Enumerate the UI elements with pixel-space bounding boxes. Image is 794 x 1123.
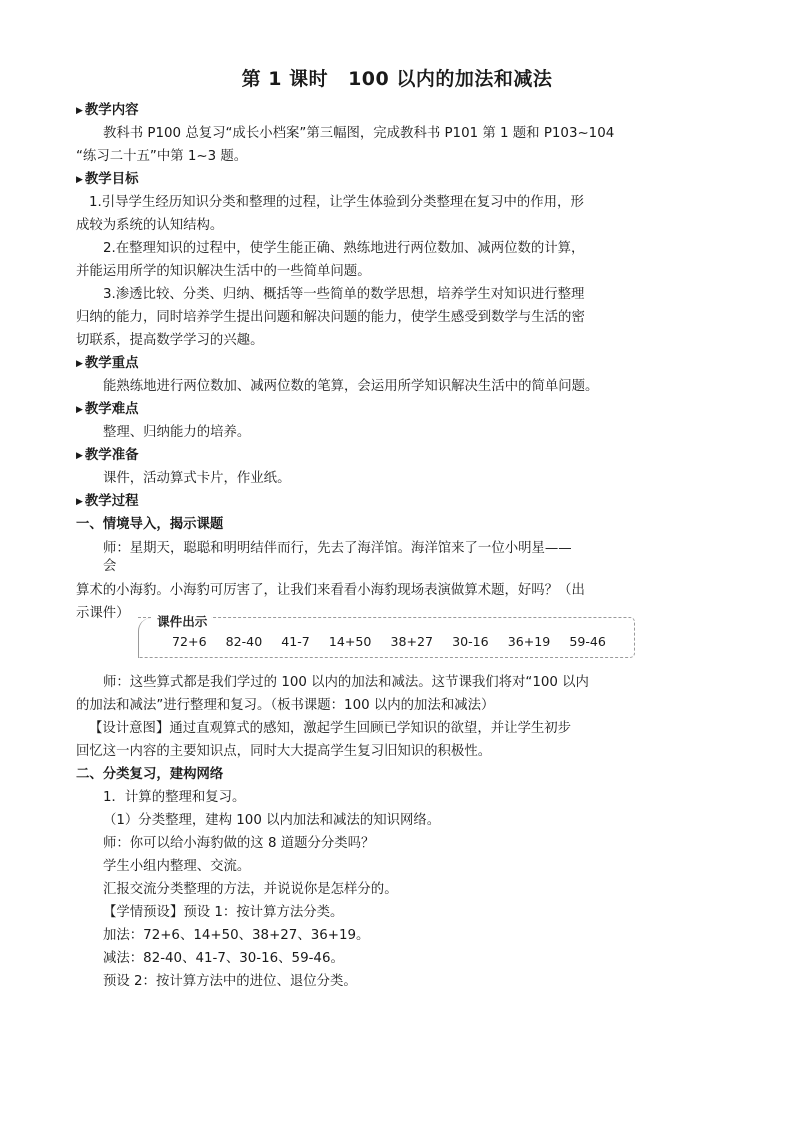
heading-preparation: ▶ 教学准备 xyxy=(76,448,139,463)
lesson-number: 第 1 课时 xyxy=(241,68,329,90)
goal-2-line-2: 并能运用所学的知识解决生活中的一些简单问题。 xyxy=(76,264,371,279)
part-1-heading: 一、情境导入，揭示课题 xyxy=(76,517,224,532)
design-intent-line-2: 回忆这一内容的主要知识点，同时大大提高学生复习旧知识的积极性。 xyxy=(76,744,492,759)
formula: 59-46 xyxy=(569,634,606,649)
goal-1-line-2: 成较为系统的认知结构。 xyxy=(76,218,224,233)
heading-process: ▶ 教学过程 xyxy=(76,494,139,509)
part-2-heading: 二、分类复习，建构网络 xyxy=(76,767,224,782)
formula: 82-40 xyxy=(225,634,263,649)
lesson-topic: 100 以内的加法和减法 xyxy=(348,68,553,90)
formula: 30-16 xyxy=(452,634,489,649)
heading-difficulties: ▶ 教学难点 xyxy=(76,402,139,417)
formula: 38+27 xyxy=(390,634,434,649)
heading-content: ▶ 教学内容 xyxy=(76,103,139,118)
formula: 72+6 xyxy=(172,634,207,649)
content-line-2: “练习二十五”中第 1~3 题。 xyxy=(76,149,248,164)
formula: 14+50 xyxy=(328,634,372,649)
formula: 41-7 xyxy=(281,634,310,649)
goal-1-line-1: 1.引导学生经历知识分类和整理的过程，让学生体验到分类整理在复习中的作用，形 xyxy=(89,195,584,210)
content-line-1: 教科书 P100 总复习“成长小档案”第三幅图，完成教科书 P101 第 1 题和 P103~104 xyxy=(103,126,615,141)
heading-key-points: ▶ 教学重点 xyxy=(76,356,139,371)
courseware-tag: 课件出示 xyxy=(153,611,211,630)
step-5-line: 汇报交流分类整理的方法，并说说你是怎样分的。 xyxy=(103,882,398,897)
goal-2-line-1: 2.在整理知识的过程中，使学生能正确、熟练地进行两位数加、减两位数的计算， xyxy=(103,241,585,256)
step-8-line: 减法：82-40、41-7、30-16、59-46。 xyxy=(103,951,344,966)
courseware-formulas xyxy=(172,634,621,649)
step-4-line: 学生小组内整理、交流。 xyxy=(103,859,251,874)
dialogue-1-line-1: 师：星期天，聪聪和明明结伴而行，先去了海洋馆。海洋馆来了一位小明星—— xyxy=(103,541,572,556)
design-intent-line-1: 【设计意图】通过直观算式的感知，激起学生回顾已学知识的欲望，并让学生初步 xyxy=(89,721,572,736)
courseware-box xyxy=(138,614,635,658)
heading-goals: ▶ 教学目标 xyxy=(76,172,139,187)
formula: 36+19 xyxy=(507,634,551,649)
step-2-line: （1）分类整理，建构 100 以内加法和减法的知识网络。 xyxy=(103,813,441,828)
difficulties-line: 整理、归纳能力的培养。 xyxy=(103,425,251,440)
courseware-box-corner xyxy=(138,618,151,658)
bullet-arrow-icon: ▶ xyxy=(76,497,83,507)
bullet-arrow-icon: ▶ xyxy=(76,175,83,185)
bullet-arrow-icon: ▶ xyxy=(76,106,83,116)
goal-3-line-1: 3.渗透比较、分类、归纳、概括等一些简单的数学思想，培养学生对知识进行整理 xyxy=(103,287,585,302)
goal-3-line-3: 切联系，提高数学学习的兴趣。 xyxy=(76,333,264,348)
step-7-line: 加法：72+6、14+50、38+27、36+19。 xyxy=(103,928,370,943)
page-title xyxy=(0,64,794,94)
dialogue-1-line-4: 示课件） xyxy=(76,606,130,621)
dialogue-1-line-3: 算术的小海豹。小海豹可厉害了，让我们来看看小海豹现场表演做算术题，好吗？（出 xyxy=(76,583,585,598)
step-6-line: 【学情预设】预设 1：按计算方法分类。 xyxy=(103,905,344,920)
bullet-arrow-icon: ▶ xyxy=(76,405,83,415)
step-9-line: 预设 2：按计算方法中的进位、退位分类。 xyxy=(103,974,357,989)
key-points-line: 能熟练地进行两位数加、减两位数的笔算，会运用所学知识解决生活中的简单问题。 xyxy=(103,379,599,394)
dialogue-2-line-2: 的加法和减法”进行整理和复习。（板书课题：100 以内的加法和减法） xyxy=(76,698,495,713)
goal-3-line-2: 归纳的能力，同时培养学生提出问题和解决问题的能力，使学生感受到数学与生活的密 xyxy=(76,310,585,325)
preparation-line: 课件，活动算式卡片，作业纸。 xyxy=(103,471,291,486)
step-1-line: 1．计算的整理和复习。 xyxy=(103,790,246,805)
bullet-arrow-icon: ▶ xyxy=(76,359,83,369)
dialogue-1-line-2: 会 xyxy=(103,559,117,574)
dialogue-2-line-1: 师：这些算式都是我们学过的 100 以内的加法和减法。这节课我们将对“100 以内 xyxy=(103,675,589,690)
step-3-line: 师：你可以给小海豹做的这 8 道题分分类吗？ xyxy=(103,836,375,851)
bullet-arrow-icon: ▶ xyxy=(76,451,83,461)
